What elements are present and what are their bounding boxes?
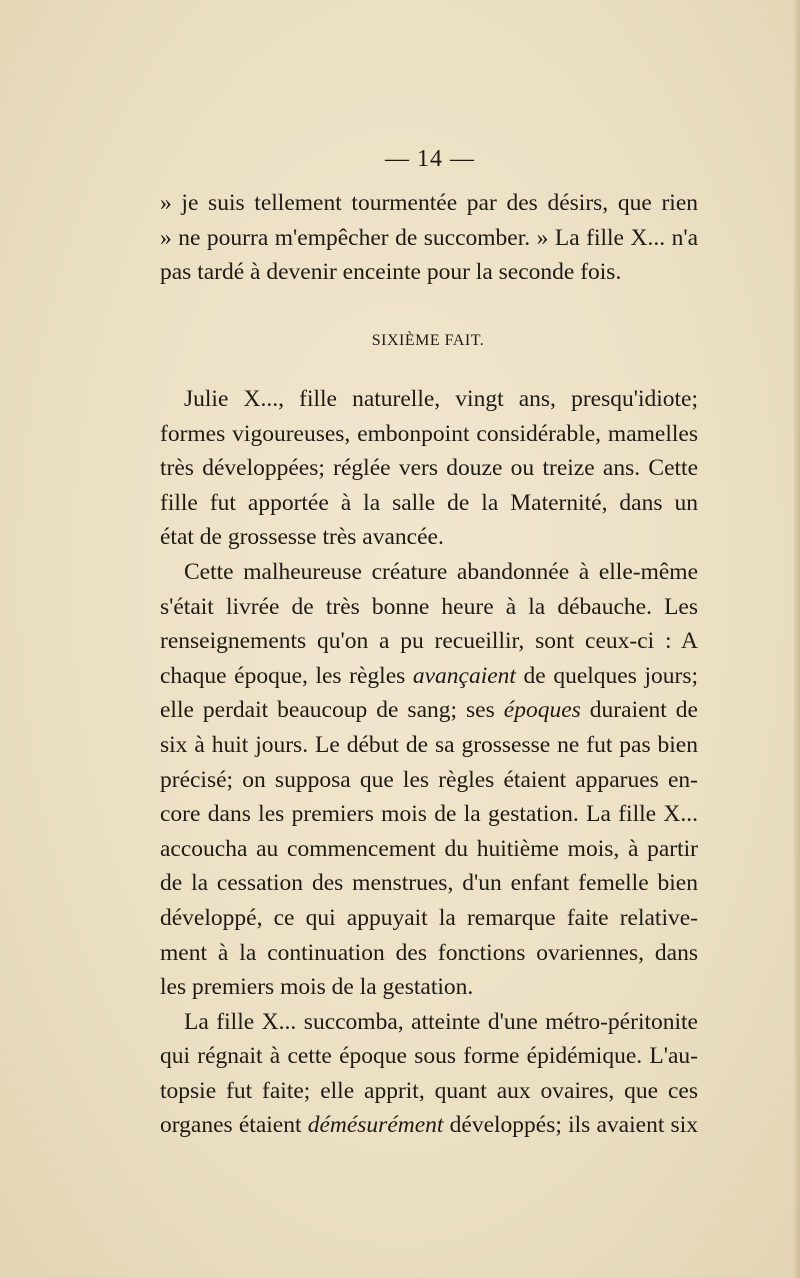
text-line: développé, ce qui appuyait la remarque faite relative-	[160, 904, 698, 931]
text-line: précisé; on supposa que les règles étaient apparues en-	[160, 766, 698, 793]
text-line: de la cessation des menstrues, d'un enfant femelle bien	[160, 870, 698, 897]
text-line: formes vigoureuses, embonpoint considérable, mamelles	[160, 420, 698, 447]
text-line: état de grossesse très avancée.	[160, 524, 444, 551]
text-segment: organes étaient	[160, 1112, 308, 1139]
text-line: s'était livrée de très bonne heure à la débauche. Les	[160, 593, 698, 620]
text-line: six à huit jours. Le début de sa grossesse ne fut pas bien	[160, 731, 698, 758]
text-segment: chaque époque, les règles	[160, 662, 413, 689]
emphasized-word: avançaient	[412, 662, 516, 689]
text-line: pas tardé à devenir enceinte pour la seconde fois.	[160, 259, 622, 286]
emphasized-word: époques	[503, 697, 581, 724]
text-line: Julie X..., fille naturelle, vingt ans, presqu'idiote;	[184, 386, 698, 412]
text-line: accoucha au commencement du huitième mois, à partir	[160, 835, 698, 862]
text-line: » je suis tellement tourmentée par des désirs, que rien	[160, 190, 698, 216]
text-line: topsie fut faite; elle apprit, quant aux ovaires, que ces	[160, 1077, 698, 1104]
text-line: core dans les premiers mois de la gestation. La fille X...	[160, 801, 698, 828]
text-line	[160, 659, 698, 694]
text-line	[160, 1108, 698, 1143]
text-line: fille fut apportée à la salle de la Maternité, dans un	[160, 489, 698, 516]
text-line	[160, 693, 698, 728]
text-line: La fille X... succomba, atteinte d'une métro-péritonite	[184, 1008, 698, 1035]
text-line: les premiers mois de la gestation.	[160, 974, 474, 1001]
text-line: renseignements qu'on a pu recueillir, sont ceux-ci : A	[160, 628, 698, 655]
emphasized-word: démésurément	[307, 1112, 444, 1139]
text-line: » ne pourra m'empêcher de succomber. » La fille X... n'a	[160, 224, 698, 251]
text-segment: elle perdait beaucoup de sang; ses	[160, 697, 504, 724]
opening-text	[160, 186, 698, 290]
text-segment: de quelques jours;	[515, 662, 698, 689]
text-line: ment à la continuation des fonctions ovariennes, dans	[160, 939, 698, 966]
text-segment: développés; ils avaient six	[443, 1112, 698, 1139]
page-number: — 14 —	[385, 146, 475, 172]
text-line: très développées; réglée vers douze ou treize ans. Cette	[160, 455, 698, 482]
text-segment: duraient de	[580, 697, 698, 724]
section-heading: SIXIÈME FAIT.	[371, 332, 485, 349]
section-body	[160, 382, 698, 1143]
text-line: qui régnait à cette époque sous forme épidémique. L'au-	[160, 1043, 698, 1070]
page-edge	[794, 0, 800, 1278]
text-line: Cette malheureuse créature abandonnée à elle-même	[184, 558, 698, 585]
